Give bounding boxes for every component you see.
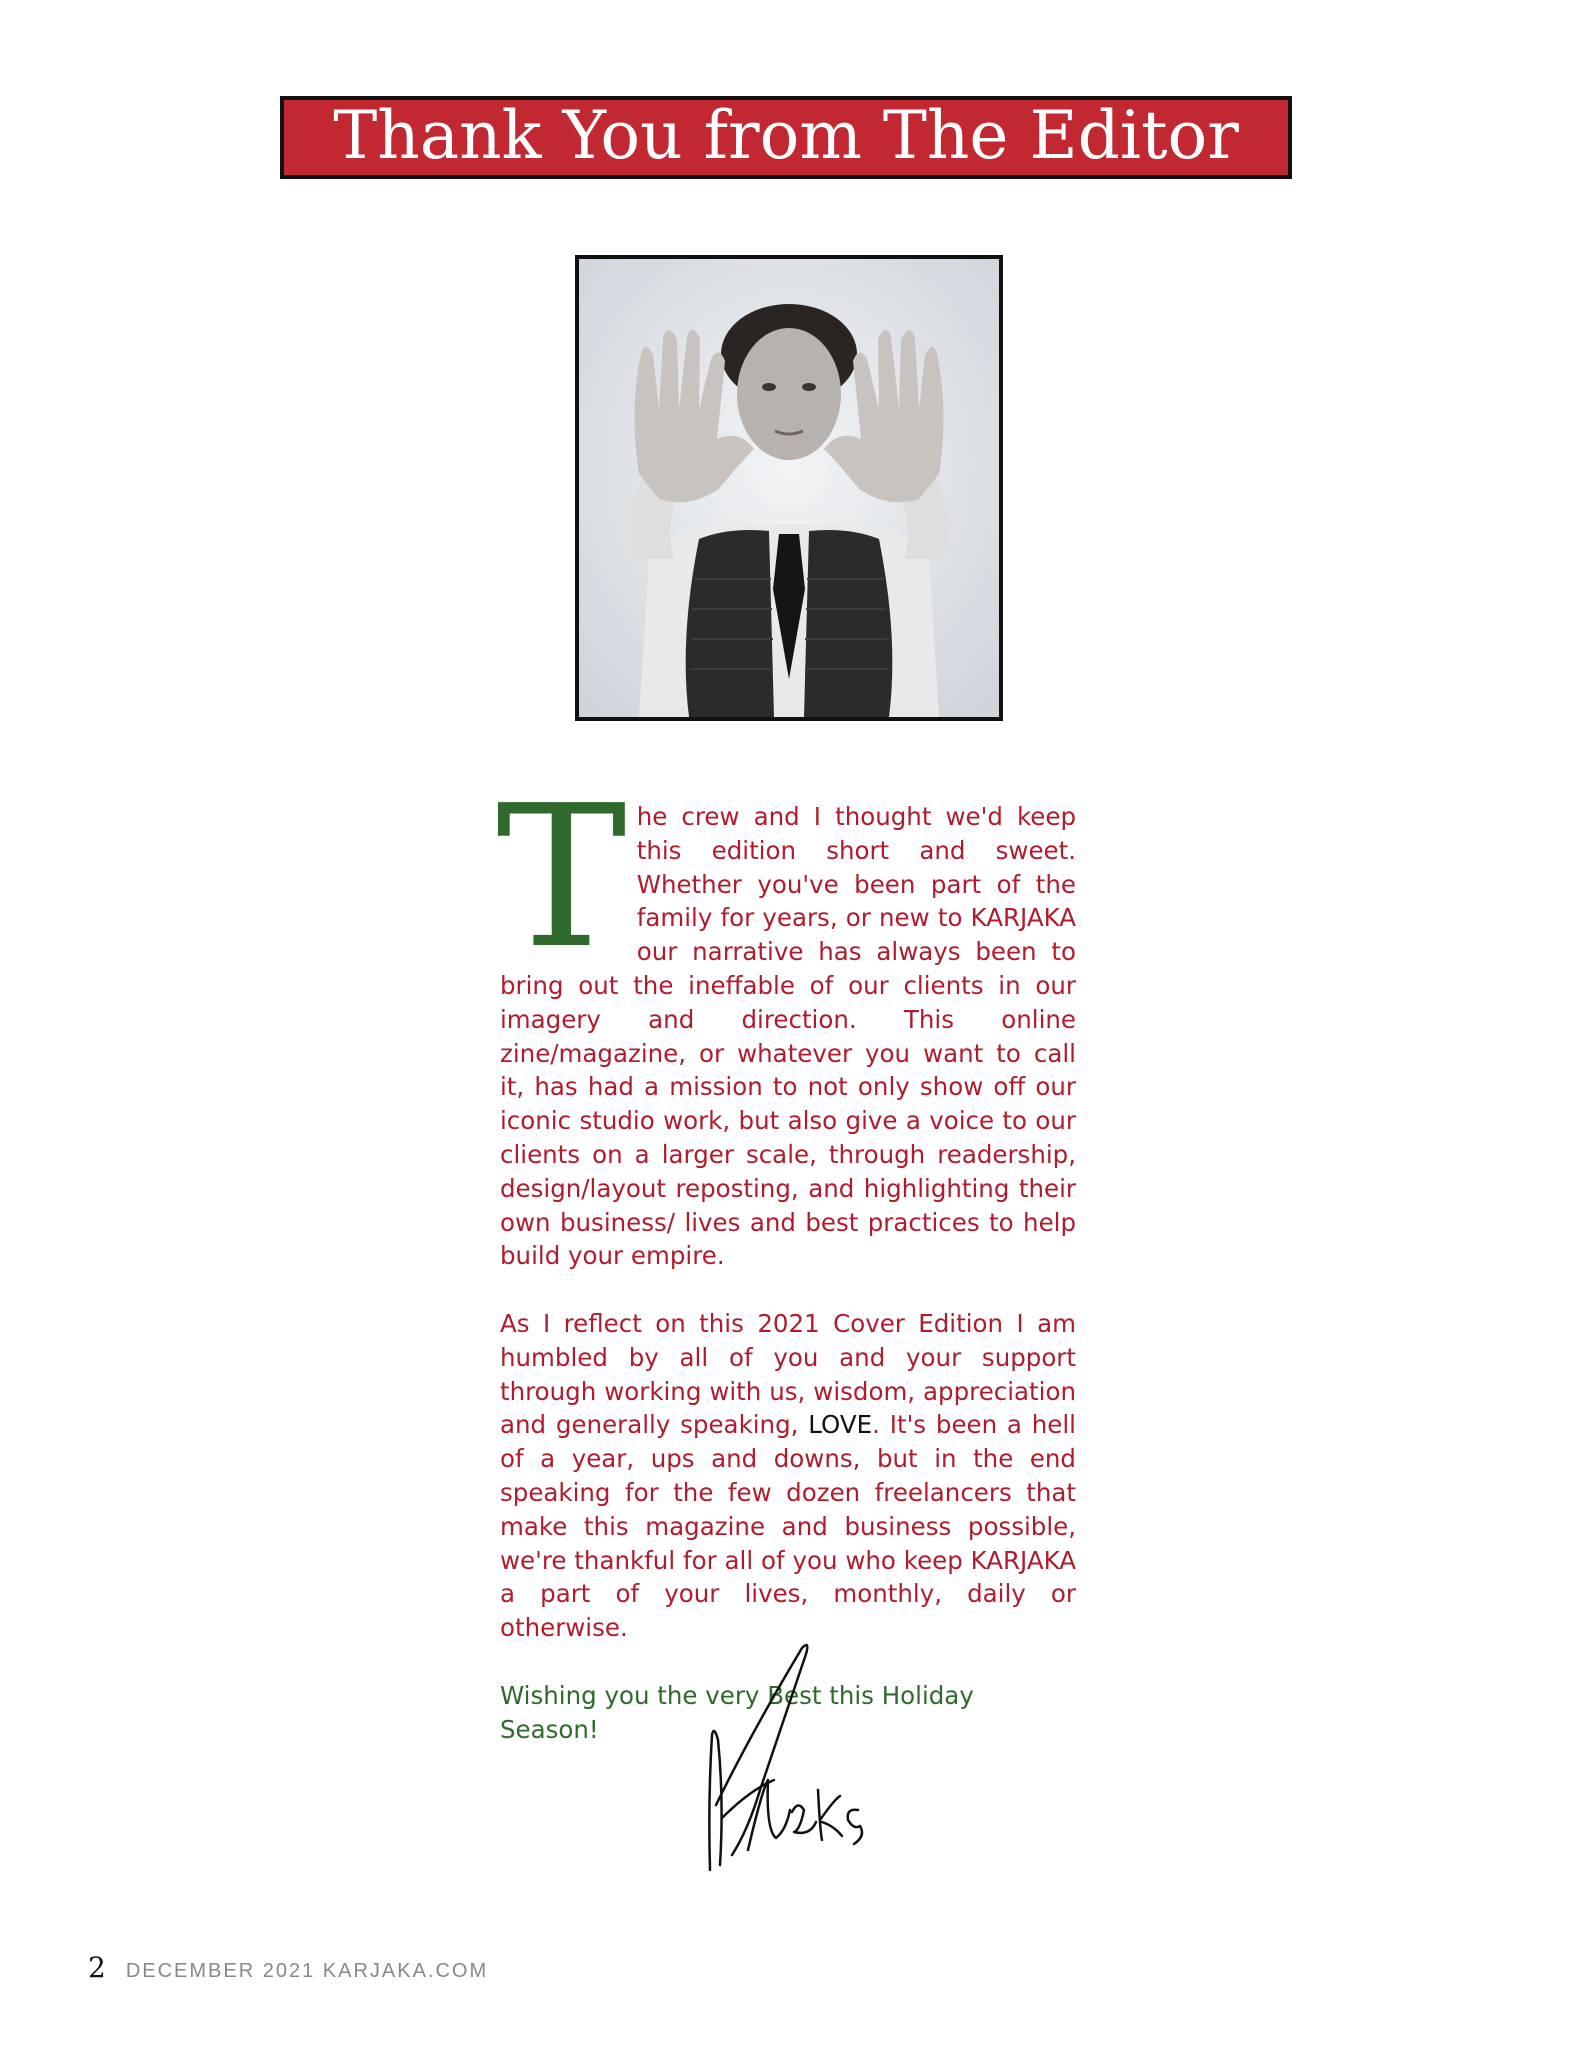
paragraph-2-text-end: . It's been a hell of a year, ups and downs, but in the end speaking for the few dozen freelancers that make this magazine and business possible, we're thankful for all of you who keep KARJAKA a part of your lives, monthly, daily or otherwise. (500, 1410, 1076, 1643)
page-title: Thank You from The Editor (333, 96, 1239, 174)
title-banner (280, 96, 1292, 179)
drop-cap: T (496, 764, 627, 992)
love-word: LOVE (808, 1410, 873, 1440)
letter-paragraph-1 (496, 764, 1076, 1273)
paragraph-2-text-start: As I reflect on this 2021 Cover Edition I am humbled by all of you and your support through working with us, wisdom, appreciation and generally speaking, (500, 1308, 1076, 1440)
editor-photo (575, 255, 1003, 721)
closing-line: Wishing you the very Best this Holiday Season! (500, 1680, 974, 1744)
page-footer (88, 1951, 488, 1984)
editor-signature (690, 1640, 900, 1880)
editor-letter (496, 764, 1076, 1780)
paragraph-1-text: he crew and I thought we'd keep this edition short and sweet. Whether you've been part of the family for years, or new to KARJAKA our narrative has always been to bring out the ineffable of our clients in our imagery and direction. This online zine/magazine, or whatever you want to call it, has had a mission to not only show off our iconic studio work, but also give a voice to our clients on a larger scale, through readership, design/layout reposting, and highlighting their own business/ lives and best practices to help build your empire. (500, 802, 1076, 1271)
page-number: 2 (88, 1951, 106, 1984)
portrait-illustration (579, 259, 999, 717)
footer-issue-info: DECEMBER 2021 KARJAKA.COM (125, 1960, 489, 1982)
signature-graphic (690, 1640, 900, 1880)
letter-paragraph-2 (500, 1307, 1076, 1645)
